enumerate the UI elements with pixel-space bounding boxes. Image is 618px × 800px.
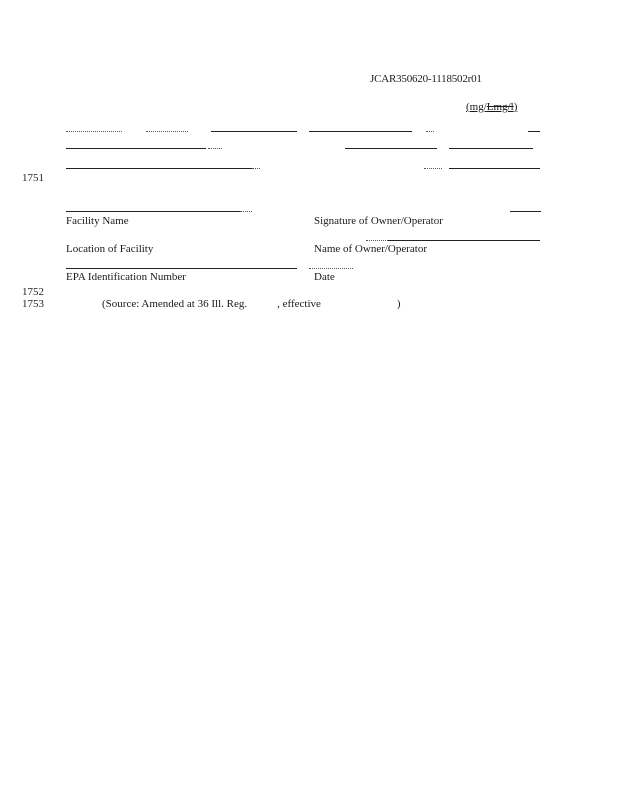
epa-id-label: EPA Identification Number bbox=[66, 271, 186, 283]
residue-rule bbox=[252, 168, 260, 169]
residue-rule bbox=[449, 148, 533, 149]
residue-rule bbox=[449, 168, 540, 169]
source-effective: , effective bbox=[277, 298, 321, 310]
units-prefix: ( bbox=[466, 101, 470, 113]
source-close: ) bbox=[396, 298, 401, 310]
residue-rule bbox=[146, 131, 188, 132]
line-number: 1753 bbox=[22, 298, 44, 310]
residue-rule bbox=[309, 131, 412, 132]
residue-rule bbox=[426, 131, 434, 132]
residue-rule bbox=[66, 148, 206, 149]
facility-name-field[interactable] bbox=[66, 211, 240, 212]
residue-rule bbox=[366, 240, 388, 241]
date-field[interactable] bbox=[309, 268, 353, 269]
location-label: Location of Facility bbox=[66, 243, 154, 255]
epa-id-field[interactable] bbox=[66, 268, 297, 269]
residue-rule bbox=[208, 148, 222, 149]
source-note bbox=[102, 298, 401, 310]
residue-rule bbox=[424, 168, 442, 169]
units-suffix: ) bbox=[513, 101, 518, 113]
line-number: 1752 bbox=[22, 286, 44, 298]
units-underlined: mg/ bbox=[469, 101, 487, 113]
signature-field[interactable] bbox=[510, 211, 541, 212]
residue-rule bbox=[345, 148, 437, 149]
document-id: JCAR350620-1118502r01 bbox=[370, 73, 482, 85]
units-struck: Lmg/l bbox=[486, 101, 514, 113]
residue-rule bbox=[66, 131, 122, 132]
name-field[interactable] bbox=[388, 240, 540, 241]
name-label: Name of Owner/Operator bbox=[314, 243, 428, 255]
signature-label: Signature of Owner/Operator bbox=[314, 215, 443, 227]
residue-rule bbox=[66, 168, 252, 169]
facility-name-label: Facility Name bbox=[66, 215, 129, 227]
source-open: (Source: Amended at 36 Ill. Reg. bbox=[102, 298, 248, 310]
units-label bbox=[466, 101, 517, 113]
residue-rule bbox=[211, 131, 297, 132]
line-number: 1751 bbox=[22, 172, 44, 184]
residue-rule bbox=[528, 131, 540, 132]
residue-rule bbox=[240, 211, 252, 212]
date-label: Date bbox=[314, 271, 335, 283]
